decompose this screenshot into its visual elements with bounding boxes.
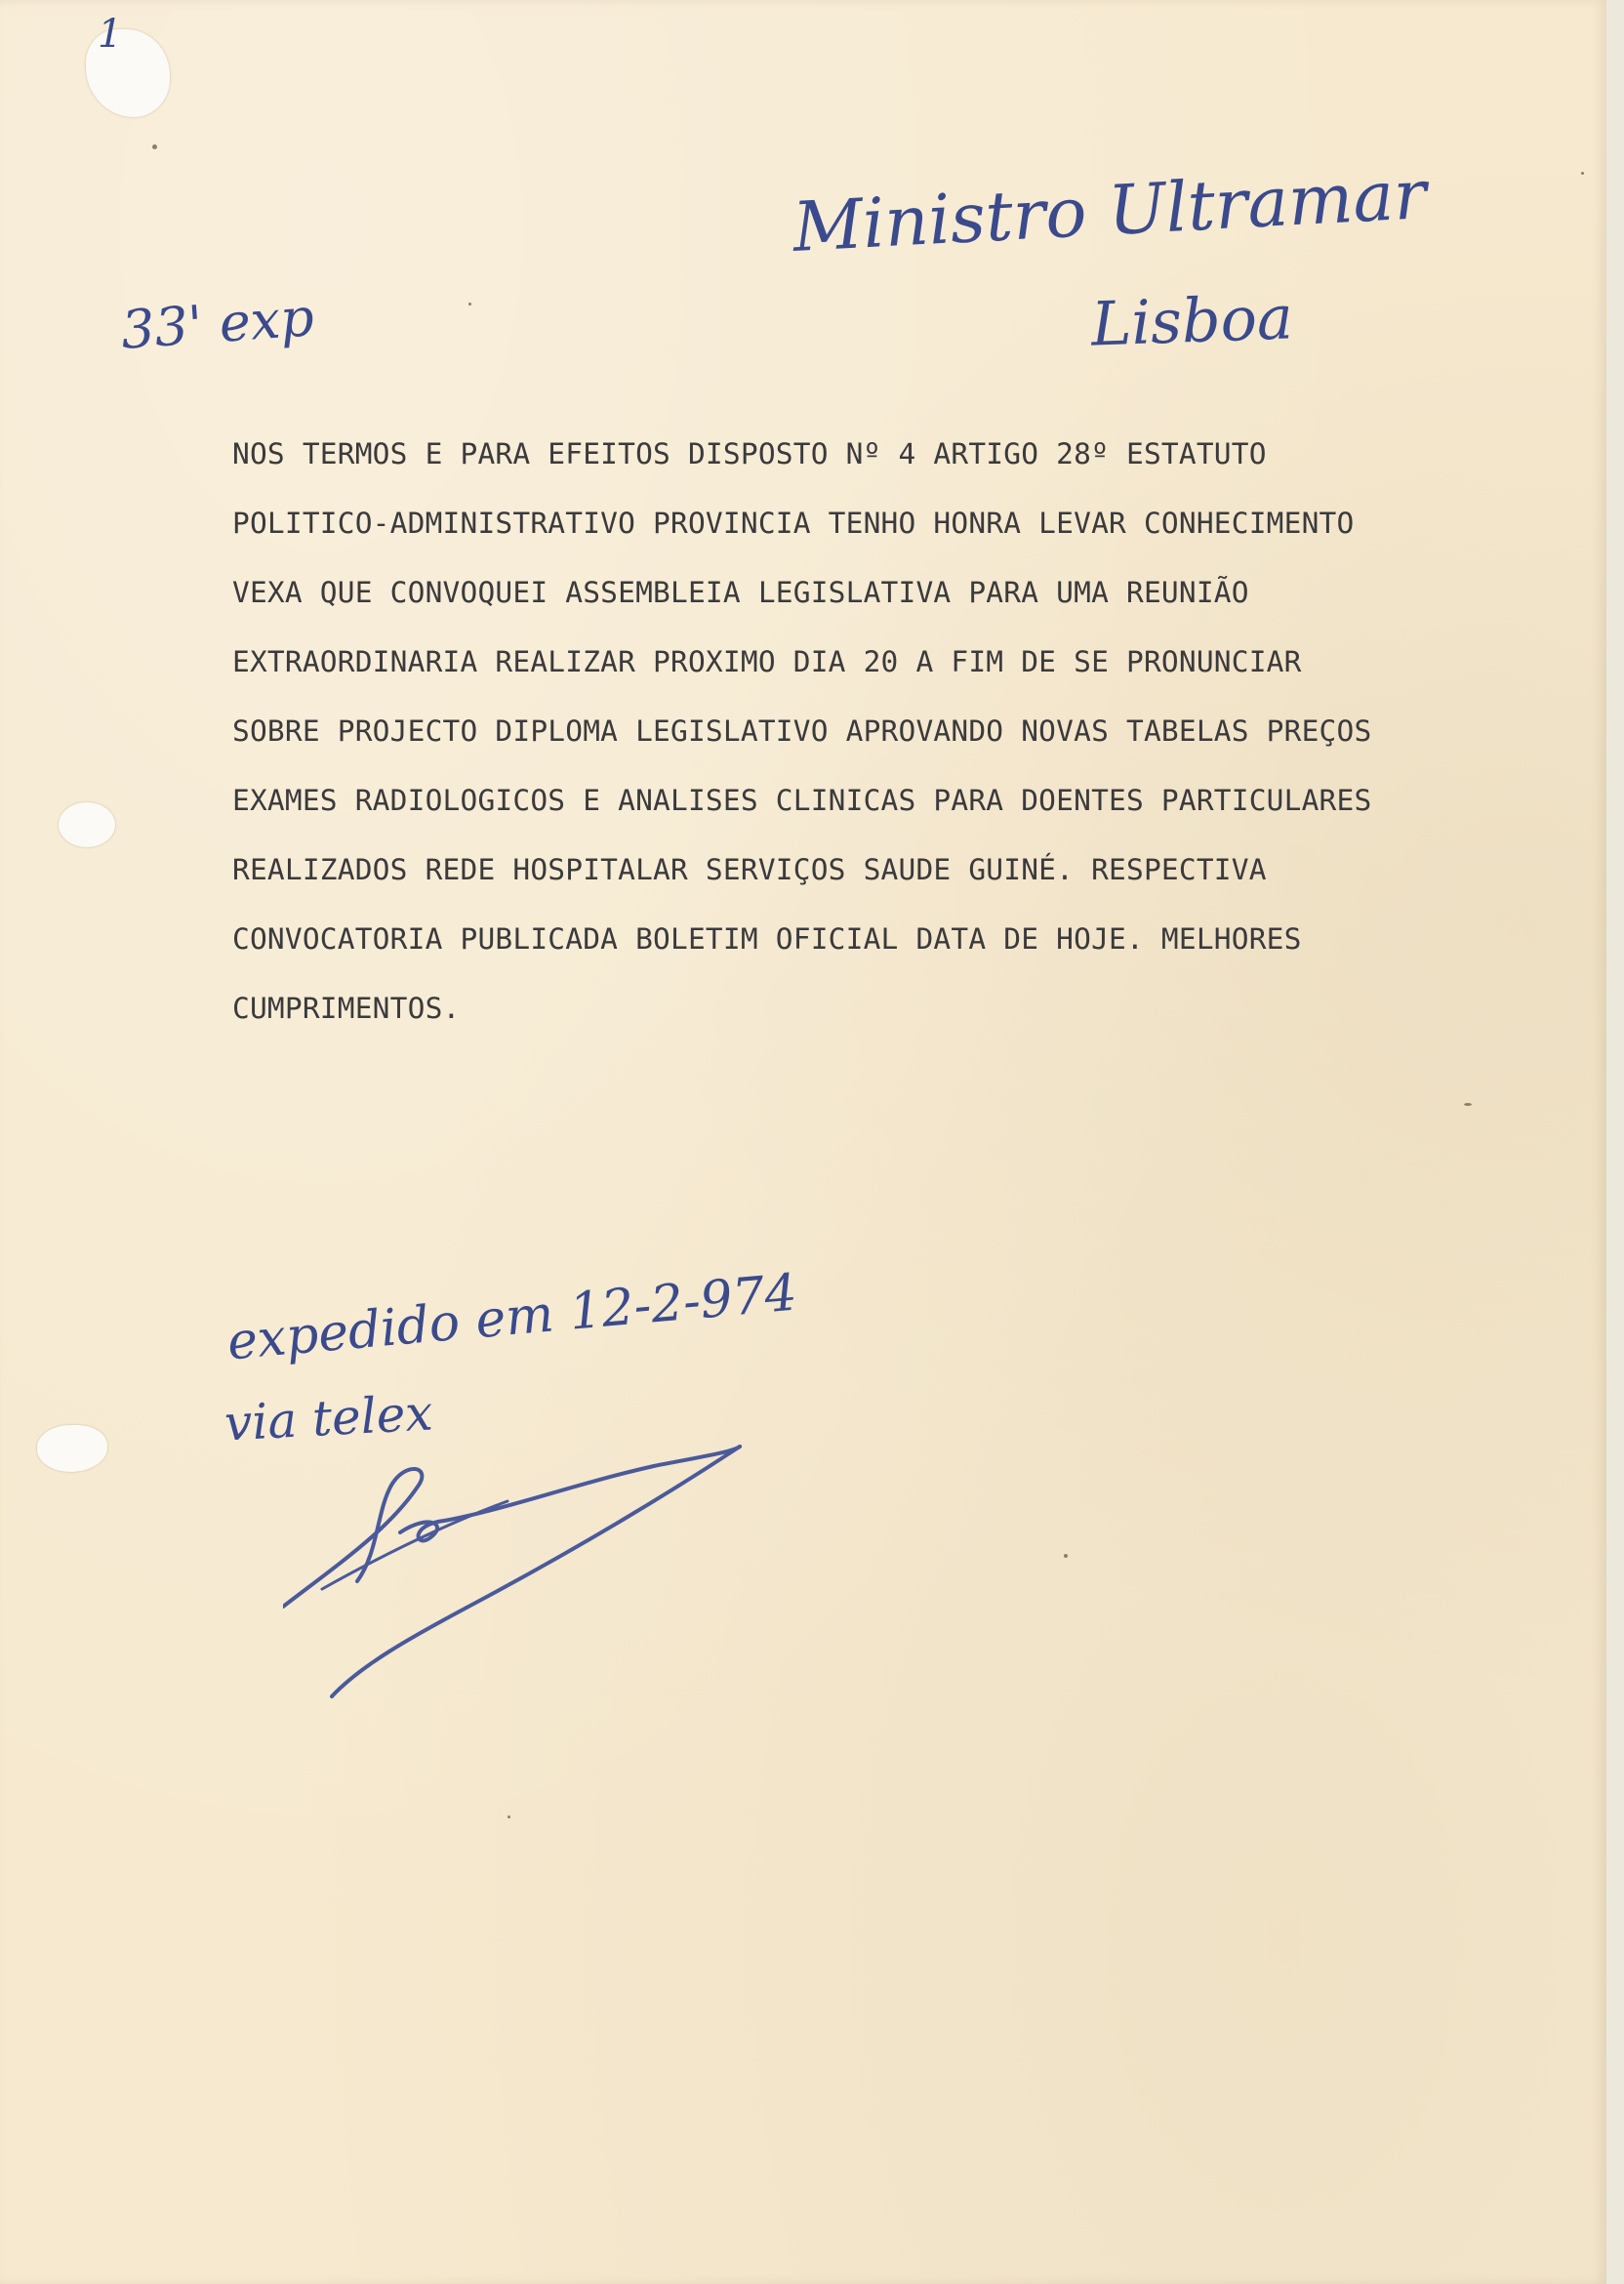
paper-speck: [152, 144, 157, 149]
handwritten-destination-line-1: Ministro Ultramar: [791, 154, 1429, 267]
body-line: CUMPRIMENTOS.: [232, 992, 461, 1025]
body-line: REALIZADOS REDE HOSPITALAR SERVIÇOS SAUDE GUINÉ. RESPECTIVA: [232, 853, 1267, 886]
handwritten-signature: [283, 1445, 751, 1708]
page-right-edge: [1606, 0, 1624, 2284]
telegram-body: [232, 429, 1521, 1053]
handwritten-dispatch-note: expedido em 12-2-974: [224, 1263, 799, 1372]
handwritten-destination-line-2: Lisboa: [1089, 281, 1295, 360]
body-line: EXAMES RADIOLOGICOS E ANALISES CLINICAS PARA DOENTES PARTICULARES: [232, 784, 1372, 817]
body-line: VEXA QUE CONVOQUEI ASSEMBLEIA LEGISLATIVA PARA UMA REUNIÃO: [232, 576, 1249, 609]
paper-speck: [468, 303, 471, 306]
body-line: POLITICO-ADMINISTRATIVO PROVINCIA TENHO HONRA LEVAR CONHECIMENTO: [232, 507, 1355, 540]
paper-speck: [1464, 1103, 1472, 1106]
handwritten-reference: 33' exp: [119, 286, 316, 361]
paper-speck: [508, 1815, 510, 1818]
body-line: NOS TERMOS E PARA EFEITOS DISPOSTO Nº 4 ARTIGO 28º ESTATUTO: [232, 437, 1267, 470]
body-line: EXTRAORDINARIA REALIZAR PROXIMO DIA 20 A FIM DE SE PRONUNCIAR: [232, 645, 1302, 678]
page-number-mark: 1: [98, 12, 123, 57]
body-line: SOBRE PROJECTO DIPLOMA LEGISLATIVO APROVANDO NOVAS TABELAS PREÇOS: [232, 714, 1372, 748]
punch-hole: [59, 802, 115, 847]
handwritten-dispatch-via: via telex: [223, 1384, 434, 1452]
body-line: CONVOCATORIA PUBLICADA BOLETIM OFICIAL DATA DE HOJE. MELHORES: [232, 922, 1302, 956]
paper-speck: [1581, 172, 1584, 175]
paper-speck: [1064, 1554, 1068, 1558]
punch-hole: [37, 1425, 107, 1472]
